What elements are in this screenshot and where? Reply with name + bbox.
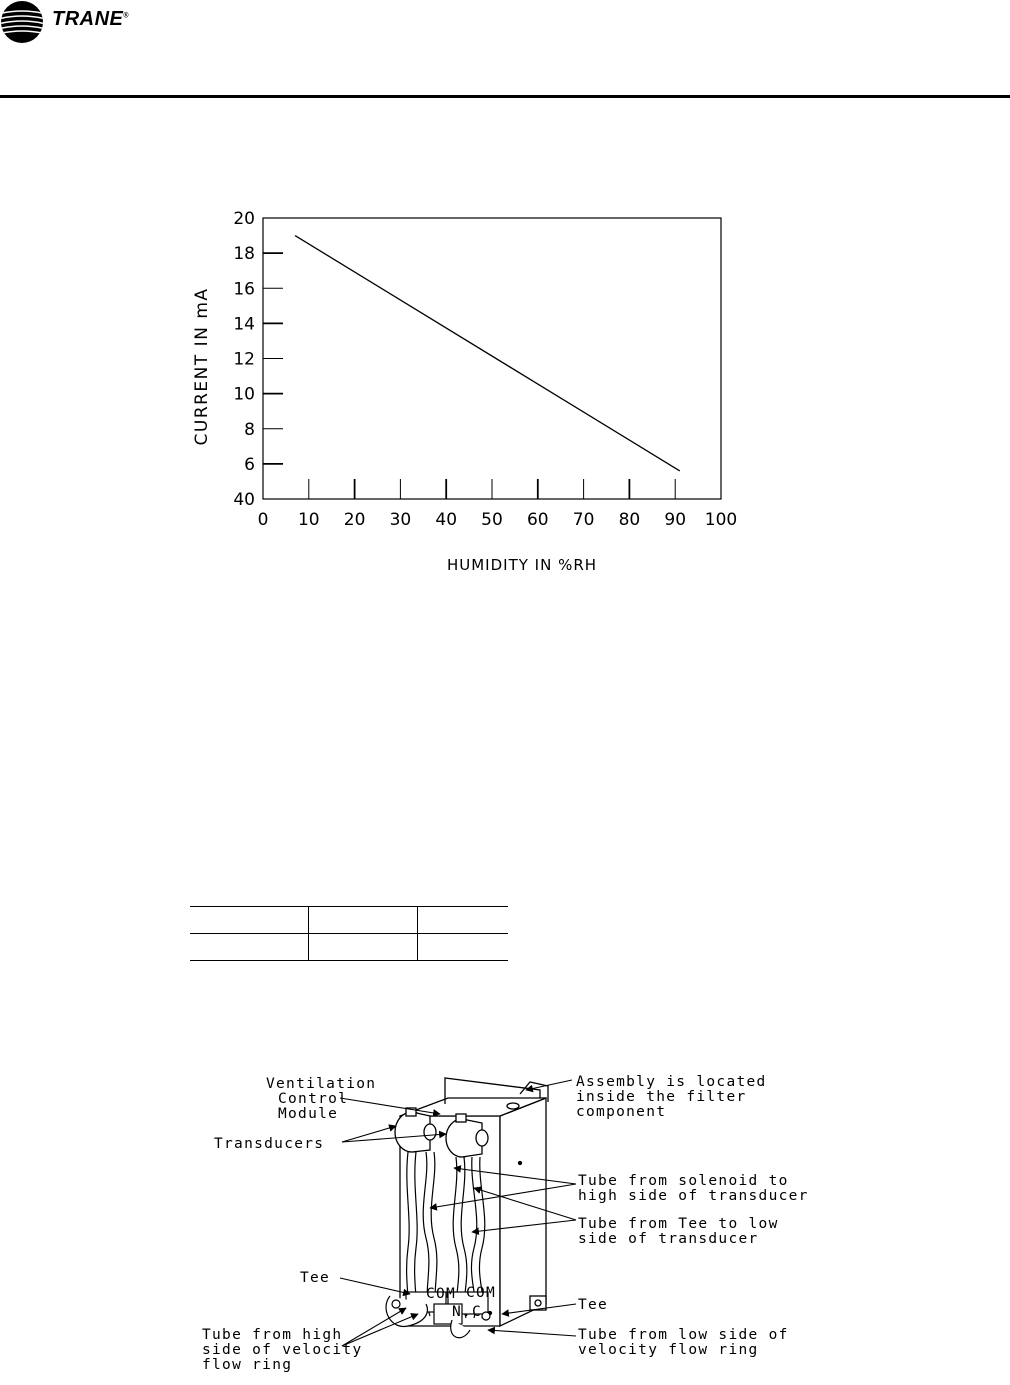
label-assembly-3: component [576, 1104, 667, 1120]
label-vcm-2: Control [278, 1091, 349, 1107]
y-tick-label: 12 [233, 349, 255, 370]
x-tick-label: 100 [704, 510, 738, 530]
y-tick-label: 14 [233, 314, 255, 335]
label-tube-high-1: Tube from high [202, 1327, 343, 1343]
label-vcm-1: Ventilation [266, 1076, 377, 1092]
com-mark-1: COM [426, 1286, 457, 1302]
label-assembly-2: inside the filter [576, 1089, 747, 1105]
y-tick-label: 16 [233, 279, 255, 300]
x-tick-label: 80 [618, 510, 641, 530]
brand-name [52, 8, 129, 31]
x-tick-label: 0 [257, 510, 269, 530]
label-tube-tee-2: side of transducer [578, 1231, 759, 1247]
x-tick-label: 50 [481, 510, 503, 530]
y-tick-label: 6 [244, 454, 255, 475]
x-tick-label: 40 [435, 510, 458, 530]
trane-globe-logo-icon [0, 0, 48, 44]
y-tick-label: 40 [233, 490, 255, 510]
label-tee-left: Tee [300, 1270, 331, 1286]
label-tube-high-2: side of velocity [202, 1342, 363, 1358]
table-cell [309, 934, 418, 961]
label-vcm-3: Module [278, 1106, 339, 1122]
y-tick-label: 18 [233, 244, 255, 265]
label-tube-low-1: Tube from low side of [578, 1327, 789, 1343]
brand-text: TRANE [52, 8, 124, 30]
chart-svg [180, 195, 760, 590]
x-tick-label: 90 [664, 510, 687, 530]
label-tube-solenoid-1: Tube from solenoid to [578, 1173, 789, 1189]
table-cell [418, 934, 509, 961]
label-transducers: Transducers [214, 1136, 325, 1152]
label-tube-high-3: flow ring [202, 1357, 293, 1373]
table-cell [190, 907, 309, 934]
assembly-drawing [190, 1068, 840, 1380]
series-line [295, 236, 680, 471]
table-row [190, 934, 508, 961]
label-tube-low-2: velocity flow ring [578, 1342, 759, 1358]
nc-mark: N.C [452, 1304, 483, 1320]
x-tick-label: 60 [526, 510, 549, 530]
table-cell [190, 934, 309, 961]
y-tick-label: 20 [233, 209, 255, 229]
assembly-diagram [190, 1068, 840, 1380]
x-tick-label: 10 [297, 510, 320, 530]
registered-mark: ® [123, 12, 130, 20]
plot-frame [263, 218, 721, 499]
data-table [190, 906, 508, 961]
com-mark-2: COM [466, 1285, 497, 1301]
y-tick-label: 8 [244, 419, 255, 440]
y-axis-label: CURRENT IN mA [192, 287, 212, 446]
label-tee-right: Tee [578, 1297, 609, 1313]
x-axis-label: HUMIDITY IN %RH [446, 556, 598, 574]
table-cell [418, 907, 509, 934]
x-tick-label: 30 [389, 510, 412, 530]
humidity-current-chart [180, 195, 760, 590]
page-header [0, 0, 1010, 100]
label-tube-solenoid-2: high side of transducer [578, 1188, 809, 1204]
table-row [190, 907, 508, 934]
x-tick-label: 70 [572, 510, 595, 530]
label-assembly-1: Assembly is located [576, 1074, 767, 1090]
header-rule [0, 95, 1010, 98]
label-tube-tee-1: Tube from Tee to low [578, 1216, 779, 1232]
table-cell [309, 907, 418, 934]
x-tick-label: 20 [343, 510, 366, 530]
y-tick-label: 10 [233, 384, 255, 405]
